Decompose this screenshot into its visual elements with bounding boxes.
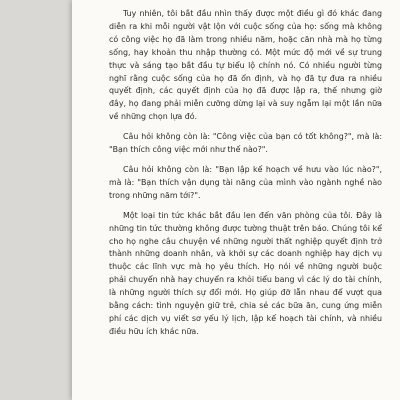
paragraph-3: Câu hỏi không còn là: "Bạn lập kế hoạch về hưu vào lúc nào?", mà là: "Bạn thích vận dụng tài năng của mình vào ngành nghề nào trong những năm tới?". bbox=[109, 164, 382, 200]
book-page bbox=[72, 0, 400, 400]
page-text bbox=[109, 8, 382, 346]
paragraph-4: Một loại tin tức khác bắt đầu len đến văn phòng của tôi. Đây là những tin tức thường không được tường thuật trên báo. Chúng tôi kể cho họ nghe câu chuyện về những người thất nghiệp quyết định trở thành những doanh nhân, và khởi sự các doanh nghiệp hay dịch vụ thuộc các lĩnh vực mà họ yêu thích. Họ nói về những người buộc phải chuyển nhà hay chuyển ra khỏi tiểu bang vì các lý do tài chính, là những người thích sự đổi mới. Họ giúp đỡ lẫn nhau để vượt qua bằng cách: tình nguyện giữ trẻ, chia sẻ các bữa ăn, cung ứng miễn phí các dịch vụ viết sơ yếu lý lịch, lập kế hoạch tài chính, và nhiều điều hữu ích khác nữa. bbox=[109, 210, 382, 336]
paragraph-1: Tuy nhiên, tôi bắt đầu nhìn thấy được một điều gì đó khác đang diễn ra khi mỗi người vật lộn với cuộc sống của họ: sống mà không có công việc họ đã làm trong nhiều năm, hoặc căn nhà mà họ từng sống, hay khoản thu nhập thường có. Một mức độ mới về sự trung thực và sáng tạo bắt đầu tự biểu lộ chính nó. Có nhiều người từng nghĩ rằng cuộc sống của họ đã ổn định, và họ đã tự đưa ra nhiều quyết định, các quyết định của họ đã được lập ra, thế nhưng giờ đây, họ đang phải miễn cưỡng dừng lại và suy ngẫm lại một lần nữa về những chọn lựa đó. bbox=[109, 9, 382, 122]
paragraph-2: Câu hỏi không còn là: "Công việc của bạn có tốt không?", mà là: "Bạn thích công việc mới như thế nào?". bbox=[109, 132, 382, 155]
